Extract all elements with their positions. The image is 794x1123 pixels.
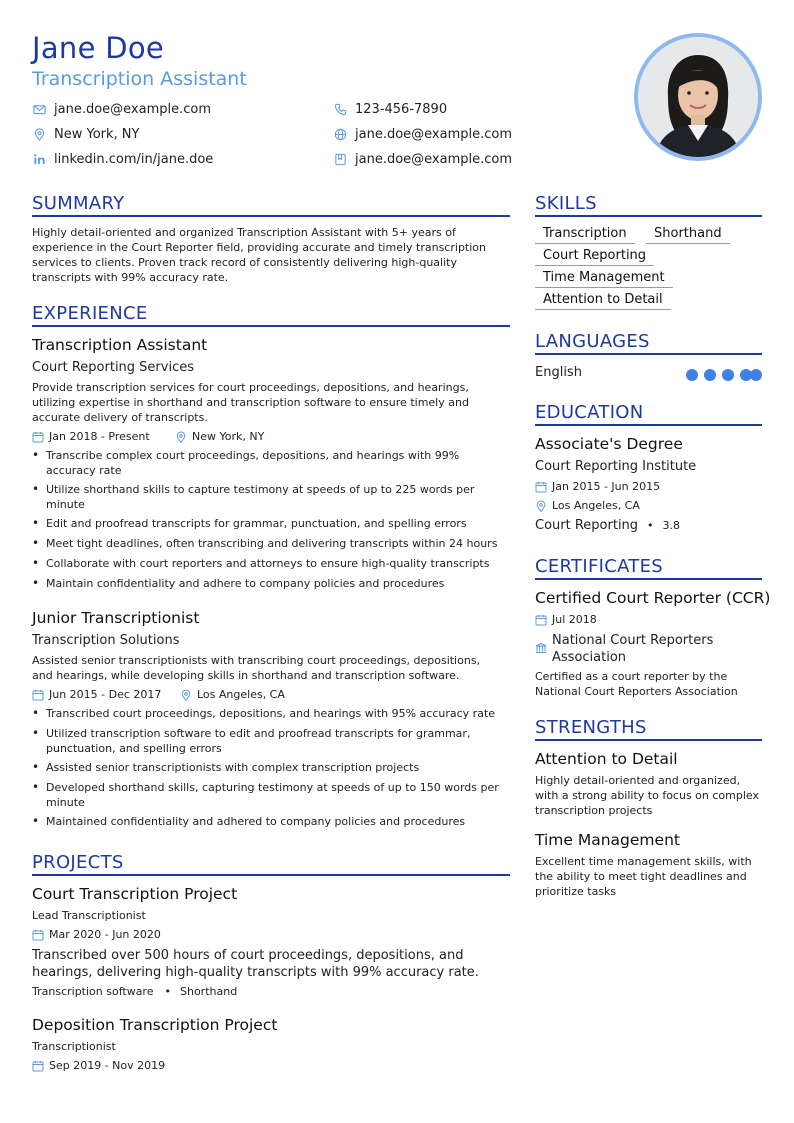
job-bullet: • Edit and proofread transcripts for grammar, punctuation, and spelling errors (32, 516, 467, 531)
contact-portfolio-text: jane.doe@example.com (355, 151, 513, 167)
summary-divider (32, 215, 510, 217)
language-name: English (535, 365, 582, 380)
contact-email[interactable] (32, 101, 211, 117)
contact-email-text: jane.doe@example.com (54, 101, 212, 117)
education-field-gpa: Court Reporting • 3.8 (535, 518, 681, 533)
location-pin-icon (535, 500, 547, 512)
skills-heading: SKILLS (535, 193, 597, 214)
job-bullet: • Transcribe complex court proceedings, depositions, and hearings with 99% accuracy rate (32, 448, 459, 478)
certificate-issuer-line: National Court Reporters (552, 633, 714, 648)
certificates-divider (535, 578, 762, 580)
strength-description: Highly detail-oriented and organized, with a strong ability to focus on complex transcription projects (535, 774, 759, 817)
education-school: Court Reporting Institute (535, 459, 697, 474)
job-bullet: • Collaborate with court reporters and attorneys to ensure high-quality transcripts (32, 556, 489, 571)
contact-linkedin[interactable] (32, 151, 213, 167)
language-level-dot (686, 369, 698, 381)
skill-tag: Attention to Detail (535, 292, 671, 310)
calendar-icon (32, 431, 44, 443)
project-title: Deposition Transcription Project (32, 1016, 278, 1034)
job-description-line: accurate delivery of transcripts. (32, 411, 208, 424)
candidate-title: Transcription Assistant (32, 68, 247, 90)
project-dates-text: Mar 2020 - Jun 2020 (49, 928, 161, 941)
skill-tag: Time Management (535, 270, 673, 288)
job-title: Transcription Assistant (32, 336, 208, 354)
job-dates-text: Jun 2015 - Dec 2017 (49, 688, 162, 701)
strengths-divider (535, 739, 762, 741)
skills-divider (535, 215, 762, 217)
job-location (175, 430, 264, 443)
calendar-icon (32, 1060, 44, 1072)
contact-website[interactable] (333, 126, 512, 142)
job-description-line: and hearings, while developing skills in shorthand and transcription software. (32, 669, 460, 682)
languages-divider (535, 353, 762, 355)
strength-title: Attention to Detail (535, 750, 678, 768)
education-dates-text: Jan 2015 - Jun 2015 (552, 480, 661, 493)
profile-photo (638, 37, 758, 157)
phone-icon (333, 102, 347, 116)
certificate-date (535, 613, 597, 626)
summary-line: transcripts with 99% accuracy rate. (32, 271, 229, 284)
linkedin-icon (32, 152, 46, 166)
language-level-dot (722, 369, 734, 381)
contact-phone-text: 123-456-7890 (355, 101, 448, 117)
job-bullet: • Utilize shorthand skills to capture testimony at speeds of up to 225 words per minute (32, 482, 474, 512)
project-description: Transcribed over 500 hours of court proceedings, depositions, and hearings, delivering high-quality transcripts with 99% accuracy rate. (32, 948, 479, 980)
contact-location (32, 126, 139, 142)
certificate-description: Certified as a court reporter by the National Court Reporters Association (535, 670, 738, 698)
contact-location-text: New York, NY (54, 126, 140, 142)
education-divider (535, 424, 762, 426)
education-degree: Associate's Degree (535, 435, 683, 453)
contact-phone[interactable] (333, 101, 447, 117)
strength-title: Time Management (535, 831, 680, 849)
job-bullet: • Meet tight deadlines, often transcribing and delivering transcripts within 24 hours (32, 536, 497, 551)
project-role: Lead Transcriptionist (32, 909, 146, 922)
experience-divider (32, 325, 510, 327)
job-dates (32, 430, 150, 443)
job-description-line: Provide transcription services for court proceedings, depositions, and hearings, (32, 381, 469, 394)
job-dates (32, 688, 161, 701)
languages-heading: LANGUAGES (535, 331, 650, 352)
project-dates (32, 928, 161, 941)
certificate-name: Certified Court Reporter (CCR) (535, 589, 771, 607)
calendar-icon (32, 689, 44, 701)
education-location (535, 499, 640, 512)
certificate-issuer (535, 632, 713, 666)
projects-heading: PROJECTS (32, 852, 124, 873)
job-location-text: New York, NY (192, 430, 265, 443)
project-dates-text: Sep 2019 - Nov 2019 (49, 1059, 166, 1072)
education-dates (535, 480, 660, 493)
project-tools: Transcription software • Shorthand (32, 985, 238, 998)
institution-icon (535, 642, 547, 654)
job-bullet: • Developed shorthand skills, capturing testimony at speeds of up to 150 words per minute (32, 780, 499, 810)
strengths-heading: STRENGTHS (535, 717, 647, 738)
language-level-dot (704, 369, 716, 381)
mail-icon (32, 102, 46, 116)
job-bullet: • Transcribed court proceedings, depositions, and hearings with 95% accuracy rate (32, 706, 495, 721)
skill-tag: Transcription (535, 226, 635, 244)
summary-line: experience in the Court Reporter field, providing accurate and timely transcription (32, 241, 486, 254)
summary-heading: SUMMARY (32, 193, 125, 214)
contact-portfolio[interactable] (333, 151, 512, 167)
job-description-line: Assisted senior transcriptionists with transcribing court proceedings, depositions, (32, 654, 481, 667)
job-bullet: • Maintain confidentiality and adhere to company policies and procedures (32, 576, 444, 591)
job-bullet: • Utilized transcription software to edit and proofread transcripts for grammar, punctuation, and spelling errors (32, 726, 470, 756)
contact-linkedin-text: linkedin.com/in/jane.doe (54, 151, 214, 167)
skill-tag: Court Reporting (535, 248, 654, 266)
location-pin-icon (180, 689, 192, 701)
language-level-dot (750, 369, 762, 381)
job-bullet: • Assisted senior transcriptionists with complex transcription projects (32, 760, 419, 775)
education-heading: EDUCATION (535, 402, 644, 423)
experience-heading: EXPERIENCE (32, 303, 148, 324)
candidate-name: Jane Doe (32, 31, 165, 65)
bookmark-icon (333, 152, 347, 166)
job-location-text: Los Angeles, CA (197, 688, 285, 701)
certificate-issuer-line: Association (552, 650, 627, 665)
location-pin-icon (175, 431, 187, 443)
profile-photo-frame (634, 33, 762, 161)
calendar-icon (535, 614, 547, 626)
calendar-icon (32, 929, 44, 941)
globe-icon (333, 127, 347, 141)
job-description-line: utilizing expertise in shorthand and transcription software to ensure timely and (32, 396, 469, 409)
summary-line: Highly detail-oriented and organized Transcription Assistant with 5+ years of (32, 226, 456, 239)
certificate-date-text: Jul 2018 (552, 613, 597, 626)
education-location-text: Los Angeles, CA (552, 499, 640, 512)
project-dates (32, 1059, 165, 1072)
job-company: Court Reporting Services (32, 360, 194, 375)
project-role: Transcriptionist (32, 1040, 116, 1053)
skill-tag: Shorthand (646, 226, 730, 244)
job-dates-text: Jan 2018 - Present (49, 430, 150, 443)
job-company: Transcription Solutions (32, 633, 180, 648)
job-bullet: • Maintained confidentiality and adhered to company policies and procedures (32, 814, 465, 829)
contact-website-text: jane.doe@example.com (355, 126, 513, 142)
job-location (180, 688, 285, 701)
projects-divider (32, 874, 510, 876)
calendar-icon (535, 481, 547, 493)
certificates-heading: CERTIFICATES (535, 556, 663, 577)
location-pin-icon (32, 127, 46, 141)
summary-line: services to clients. Proven track record of consistently delivering high-quality (32, 256, 457, 269)
job-title: Junior Transcriptionist (32, 609, 200, 627)
project-title: Court Transcription Project (32, 885, 238, 903)
strength-description: Excellent time management skills, with the ability to meet tight deadlines and prioritize tasks (535, 855, 752, 898)
